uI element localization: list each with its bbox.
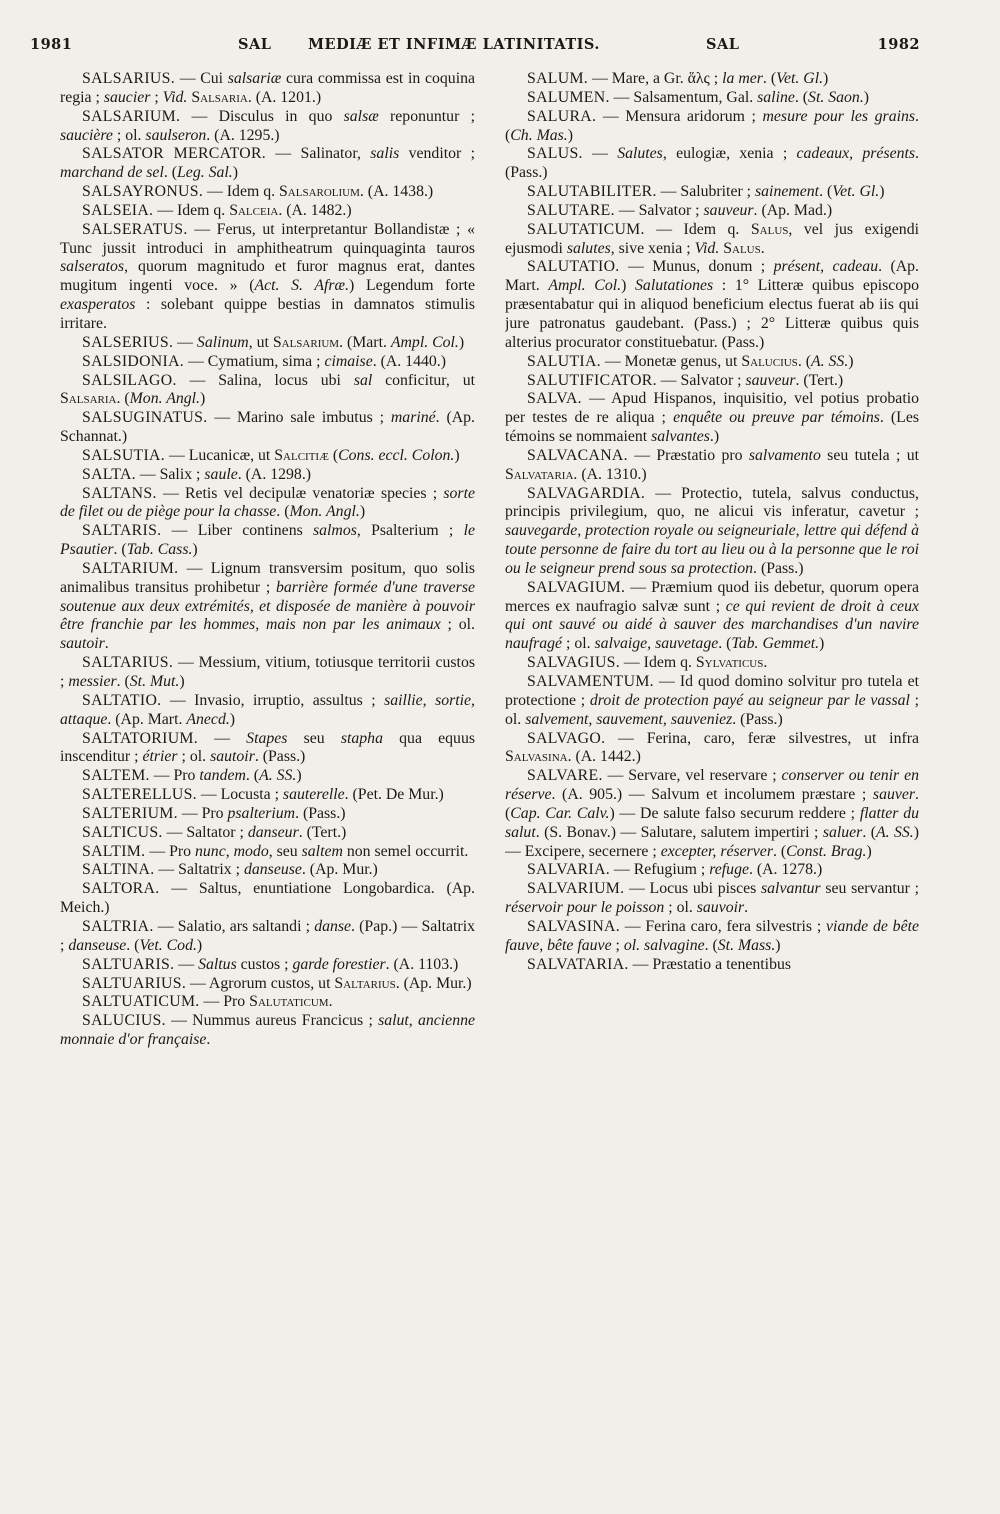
left-catchword: SAL xyxy=(238,36,272,53)
running-header xyxy=(30,36,920,58)
dictionary-entry: SALUTIFICATOR. — Salvator ; sauveur. (Tert.) xyxy=(527,371,844,389)
dictionary-entry: SALSUTIA. — Lucanicæ, ut Salcitiæ (Cons. eccl. Colon.) xyxy=(82,446,460,464)
dictionary-entry: SALTORA. — Saltus, enuntiatione Longobardica. (Ap. Meich.) xyxy=(60,880,475,917)
dictionary-entry: SALTINA. — Saltatrix ; danseuse. (Ap. Mur.) xyxy=(82,861,378,879)
dictionary-entry: SALTERELLUS. — Locusta ; sauterelle. (Pet. De Mur.) xyxy=(82,786,444,804)
dictionary-entry: SALTUATICUM. — Pro Salutaticum. xyxy=(82,993,333,1011)
right-page-number: 1982 xyxy=(877,36,920,53)
dictionary-entry: SALSERIUS. — Salinum, ut Salsarium. (Mart. Ampl. Col.) xyxy=(82,333,465,351)
dictionary-entry: SALVARIUM. — Locus ubi pisces salvantur seu servantur ; réservoir pour le poisson ; ol. sauvoir. xyxy=(505,880,919,917)
dictionary-entry: SALSILAGO. — Salina, locus ubi sal conficitur, ut Salsaria. (Mon. Angl.) xyxy=(60,371,475,408)
dictionary-entry: SALTATORIUM. — Stapes seu stapha qua equus inscenditur ; étrier ; ol. sautoir. (Pass.) xyxy=(60,729,475,766)
dictionary-entry: SALSARIUM. — Disculus in quo salsæ reponuntur ; saucière ; ol. saulseron. (A. 1295.) xyxy=(60,107,475,144)
dictionary-entry: SALUMEN. — Salsamentum, Gal. saline. (St. Saon.) xyxy=(527,88,870,106)
right-column xyxy=(505,70,919,1455)
dictionary-entry: SALSAYRONUS. — Idem q. Salsarolium. (A. 1438.) xyxy=(82,183,434,201)
dictionary-entry: SALUTARE. — Salvator ; sauveur. (Ap. Mad.) xyxy=(527,201,833,219)
dictionary-entry: SALTIM. — Pro nunc, modo, seu saltem non semel occurrit. xyxy=(82,842,469,860)
dictionary-entry: SALSERATUS. — Ferus, ut interpretantur Bollandistæ ; « Tunc jussit introduci in amphitheatrum quinquaginta tauros salseratos, quorum magnitudo et furor magnus erat, dantes mugitum ingenti voce. » (Act. S. Afræ.) Legendum forte exasperatos : solebant quippe bestias in damnatos stimulis irritare. xyxy=(60,220,475,332)
dictionary-entry: SALUTATICUM. — Idem q. Salus, vel jus exigendi ejusmodi salutes, sive xenia ; Vid. Salus. xyxy=(505,220,919,257)
dictionary-entry: SALURA. — Mensura aridorum ; mesure pour les grains. (Ch. Mas.) xyxy=(505,107,919,144)
dictionary-entry: SALVAGIUS. — Idem q. Sylvaticus. xyxy=(527,654,768,672)
left-page-number: 1981 xyxy=(30,36,73,53)
running-title: MEDIÆ ET INFIMÆ LATINITATIS. xyxy=(308,36,600,53)
dictionary-entry: SALTEM. — Pro tandem. (A. SS.) xyxy=(82,767,302,785)
dictionary-entry: SALTRIA. — Salatio, ars saltandi ; danse. (Pap.) — Saltatrix ; danseuse. (Vet. Cod.) xyxy=(60,917,475,954)
dictionary-entry: SALSUGINATUS. — Marino sale imbutus ; mariné. (Ap. Schannat.) xyxy=(60,409,475,446)
dictionary-entry: SALVA. — Apud Hispanos, inquisitio, vel potius probatio per testes de re aliqua ; enquête ou preuve par témoins. (Les témoins se nommaient salvantes.) xyxy=(505,390,919,446)
dictionary-entry: SALTARIS. — Liber continens salmos, Psalterium ; le Psautier. (Tab. Cass.) xyxy=(60,522,475,559)
dictionary-entry: SALTANS. — Retis vel decipulæ venatoriæ species ; sorte de filet ou de piège pour la chasse. (Mon. Angl.) xyxy=(60,484,475,521)
dictionary-entry: SALSARIUS. — Cui salsariæ cura commissa est in coquina regia ; saucier ; Vid. Salsaria. (A. 1201.) xyxy=(60,70,475,106)
dictionary-entry: SALUS. — Salutes, eulogiæ, xenia ; cadeaux, présents. (Pass.) xyxy=(505,145,919,182)
dictionary-entry: SALSIDONIA. — Cymatium, sima ; cimaise. (A. 1440.) xyxy=(82,352,446,370)
dictionary-entry: SALTARIUM. — Lignum transversim positum, quo solis animalibus transitus prohibetur ; barrière formée d'une traverse soutenue aux deux extrémités, et disposée de manière à pouvoir être franchie par les hommes, mais non par les animaux ; ol. sautoir. xyxy=(60,559,475,653)
dictionary-entry: SALTA. — Salix ; saule. (A. 1298.) xyxy=(82,465,312,483)
dictionary-entry: SALVARIA. — Refugium ; refuge. (A. 1278.) xyxy=(527,861,823,879)
dictionary-entry: SALVAGARDIA. — Protectio, tutela, salvus conductus, principis privilegium, quo, ne alicui vis inferatur, cavetur ; sauvegarde, protection royale ou seigneuriale, lettre qui défend à toute personne de faire du tort au lieu ou à la personne que le roi ou le seigneur prend sous sa protection. (Pass.) xyxy=(505,484,919,577)
dictionary-entry: SALVASINA. — Ferina caro, fera silvestris ; viande de bête fauve, bête fauve ; ol. salvagine. (St. Mass.) xyxy=(505,917,919,954)
dictionary-entry: SALSEIA. — Idem q. Salceia. (A. 1482.) xyxy=(82,201,352,219)
dictionary-entry: SALTUARIUS. — Agrorum custos, ut Saltarius. (Ap. Mur.) xyxy=(82,974,472,992)
dictionary-entry: SALUCIUS. — Nummus aureus Francicus ; salut, ancienne monnaie d'or française. xyxy=(60,1012,475,1049)
dictionary-entry: SALUTIA. — Monetæ genus, ut Salucius. (A. SS.) xyxy=(527,352,854,370)
dictionary-entry: SALVAGO. — Ferina, caro, feræ silvestres, ut infra Salvasina. (A. 1442.) xyxy=(505,729,919,766)
dictionary-entry: SALVAGIUM. — Præmium quod iis debetur, quorum opera merces ex naufragio salvæ sunt ; ce qui revient de droit à ceux qui ont sauvé ou aidé à sauver des marchandises d'un navire naufragé ; ol. salvaige, sauvetage. (Tab. Gemmet.) xyxy=(505,578,919,653)
dictionary-entry: SALTICUS. — Saltator ; danseur. (Tert.) xyxy=(82,823,347,841)
dictionary-entry: SALTATIO. — Invasio, irruptio, assultus ; saillie, sortie, attaque. (Ap. Mart. Anecd.) xyxy=(60,691,475,728)
dictionary-entry: SALTARIUS. — Messium, vitium, totiusque territorii custos ; messier. (St. Mut.) xyxy=(60,654,475,690)
right-catchword: SAL xyxy=(706,36,740,53)
dictionary-entry: SALTERIUM. — Pro psalterium. (Pass.) xyxy=(82,804,346,822)
left-column xyxy=(60,70,475,1455)
dictionary-entry: SALVAMENTUM. — Id quod domino solvitur pro tutela et protectione ; droit de protection payé au seigneur par le vassal ; ol. salvement, sauvement, sauveniez. (Pass.) xyxy=(505,673,919,728)
dictionary-entry: SALUM. — Mare, a Gr. ἅλς ; la mer. (Vet. Gl.) xyxy=(527,70,829,87)
dictionary-entry: SALVACANA. — Præstatio pro salvamento seu tutela ; ut Salvataria. (A. 1310.) xyxy=(505,446,919,483)
dictionary-entry: SALVARE. — Servare, vel reservare ; conserver ou tenir en réserve. (A. 905.) — Salvum et incolumem præstare ; sauver. (Cap. Car. Calv.) — De salute falso securum reddere ; flatter du salut. (S. Bonav.) — Salutare, salutem impertiri ; saluer. (A. SS.) — Excipere, secernere ; excepter, réserver. (Const. Brag.) xyxy=(505,767,919,860)
dictionary-entry: SALUTABILITER. — Salubriter ; sainement. (Vet. Gl.) xyxy=(527,183,885,201)
dictionary-entry: SALVATARIA. — Præstatio a tenentibus xyxy=(527,955,792,973)
dictionary-entry: SALTUARIS. — Saltus custos ; garde forestier. (A. 1103.) xyxy=(82,955,459,973)
dictionary-entry: SALSATOR MERCATOR. — Salinator, salis venditor ; marchand de sel. (Leg. Sal.) xyxy=(60,145,475,182)
dictionary-entry: SALUTATIO. — Munus, donum ; présent, cadeau. (Ap. Mart. Ampl. Col.) Salutationes : 1° Litteræ quibus episcopo præsentabatur qui in aliquod beneficium electus fuerat ab iis qui jure patronatus gaudebant. (Pass.) ; 2° Litteræ quibus quis alterius procurator constituebatur. (Pass.) xyxy=(505,258,919,351)
